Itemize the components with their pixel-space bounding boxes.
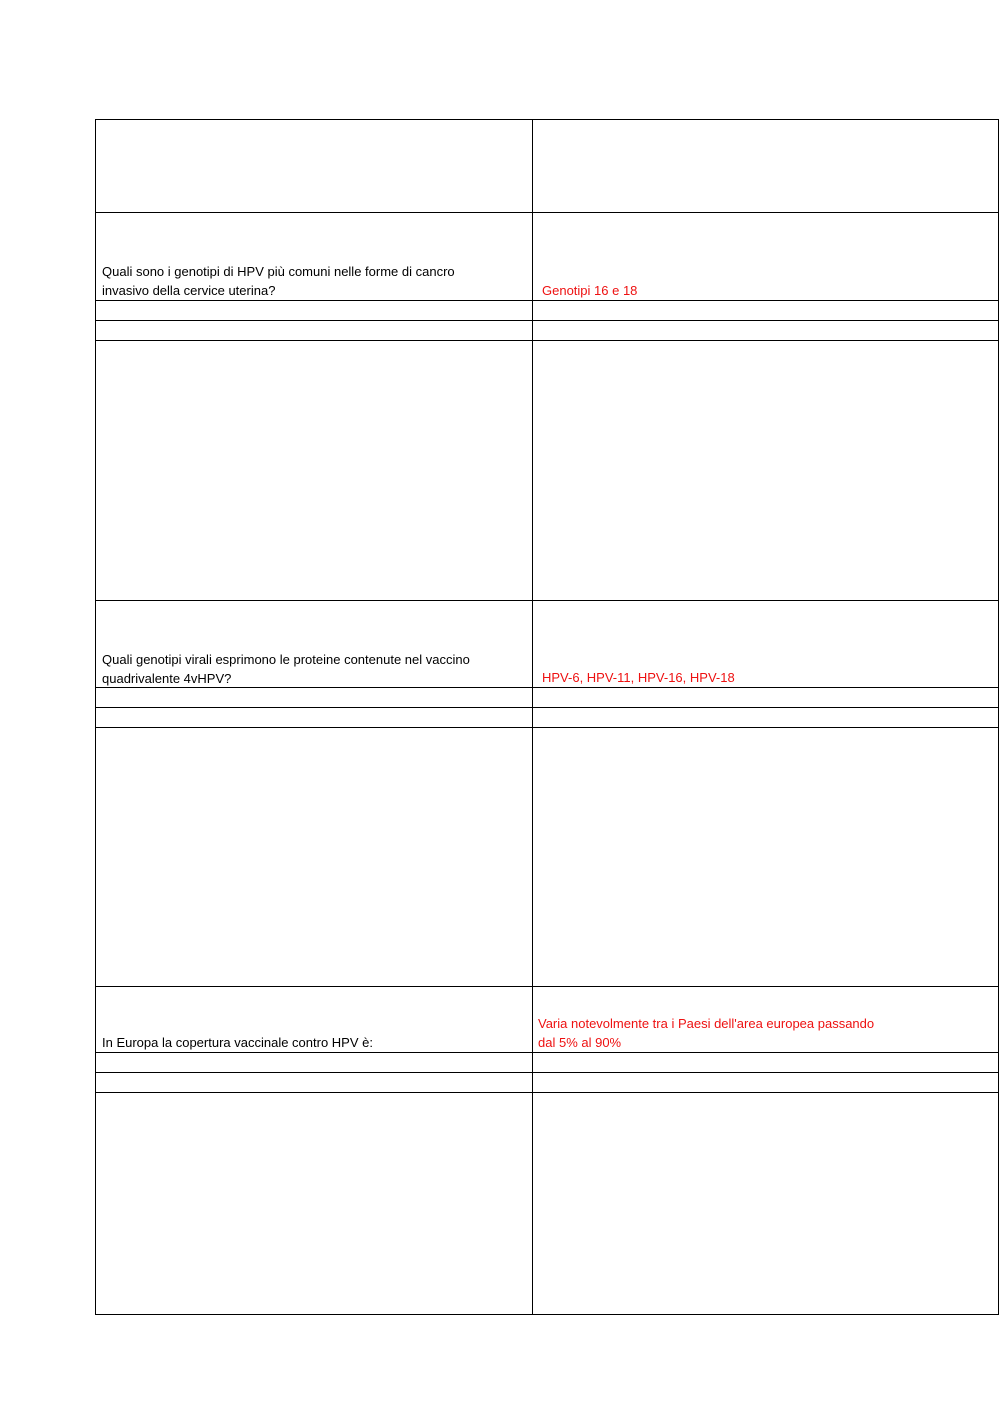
question-cell-3 <box>102 1033 373 1052</box>
column-divider <box>532 120 533 1314</box>
row-divider <box>96 212 998 213</box>
answer-3-line-2: dal 5% al 90% <box>538 1035 622 1050</box>
question-1-line-1: Quali sono i genotipi di HPV più comuni nelle forme di cancro <box>102 264 455 279</box>
answer-cell-3 <box>538 1014 874 1052</box>
row-divider <box>96 707 998 708</box>
question-cell-1 <box>102 262 455 300</box>
spreadsheet-table <box>95 119 999 1315</box>
answer-cell-1 <box>542 281 637 300</box>
row-divider <box>96 986 998 987</box>
row-divider <box>96 340 998 341</box>
answer-1-line-1: Genotipi 16 e 18 <box>542 283 638 298</box>
question-2-line-1: Quali genotipi virali esprimono le proteine contenute nel vaccino <box>102 652 470 667</box>
question-cell-2 <box>102 650 470 688</box>
row-divider <box>96 320 998 321</box>
question-3-line-1: In Europa la copertura vaccinale contro HPV è: <box>102 1035 373 1050</box>
answer-3-line-1: Varia notevolmente tra i Paesi dell'area europea passando <box>538 1016 875 1031</box>
row-divider <box>96 727 998 728</box>
answer-2-line-1: HPV-6, HPV-11, HPV-16, HPV-18 <box>542 670 735 685</box>
answer-cell-2 <box>542 668 735 687</box>
question-2-line-2: quadrivalente 4vHPV? <box>102 671 232 686</box>
row-divider <box>96 1052 998 1053</box>
row-divider <box>96 1072 998 1073</box>
row-divider <box>96 1092 998 1093</box>
question-1-line-2: invasivo della cervice uterina? <box>102 283 276 298</box>
row-divider <box>96 600 998 601</box>
row-divider <box>96 300 998 301</box>
